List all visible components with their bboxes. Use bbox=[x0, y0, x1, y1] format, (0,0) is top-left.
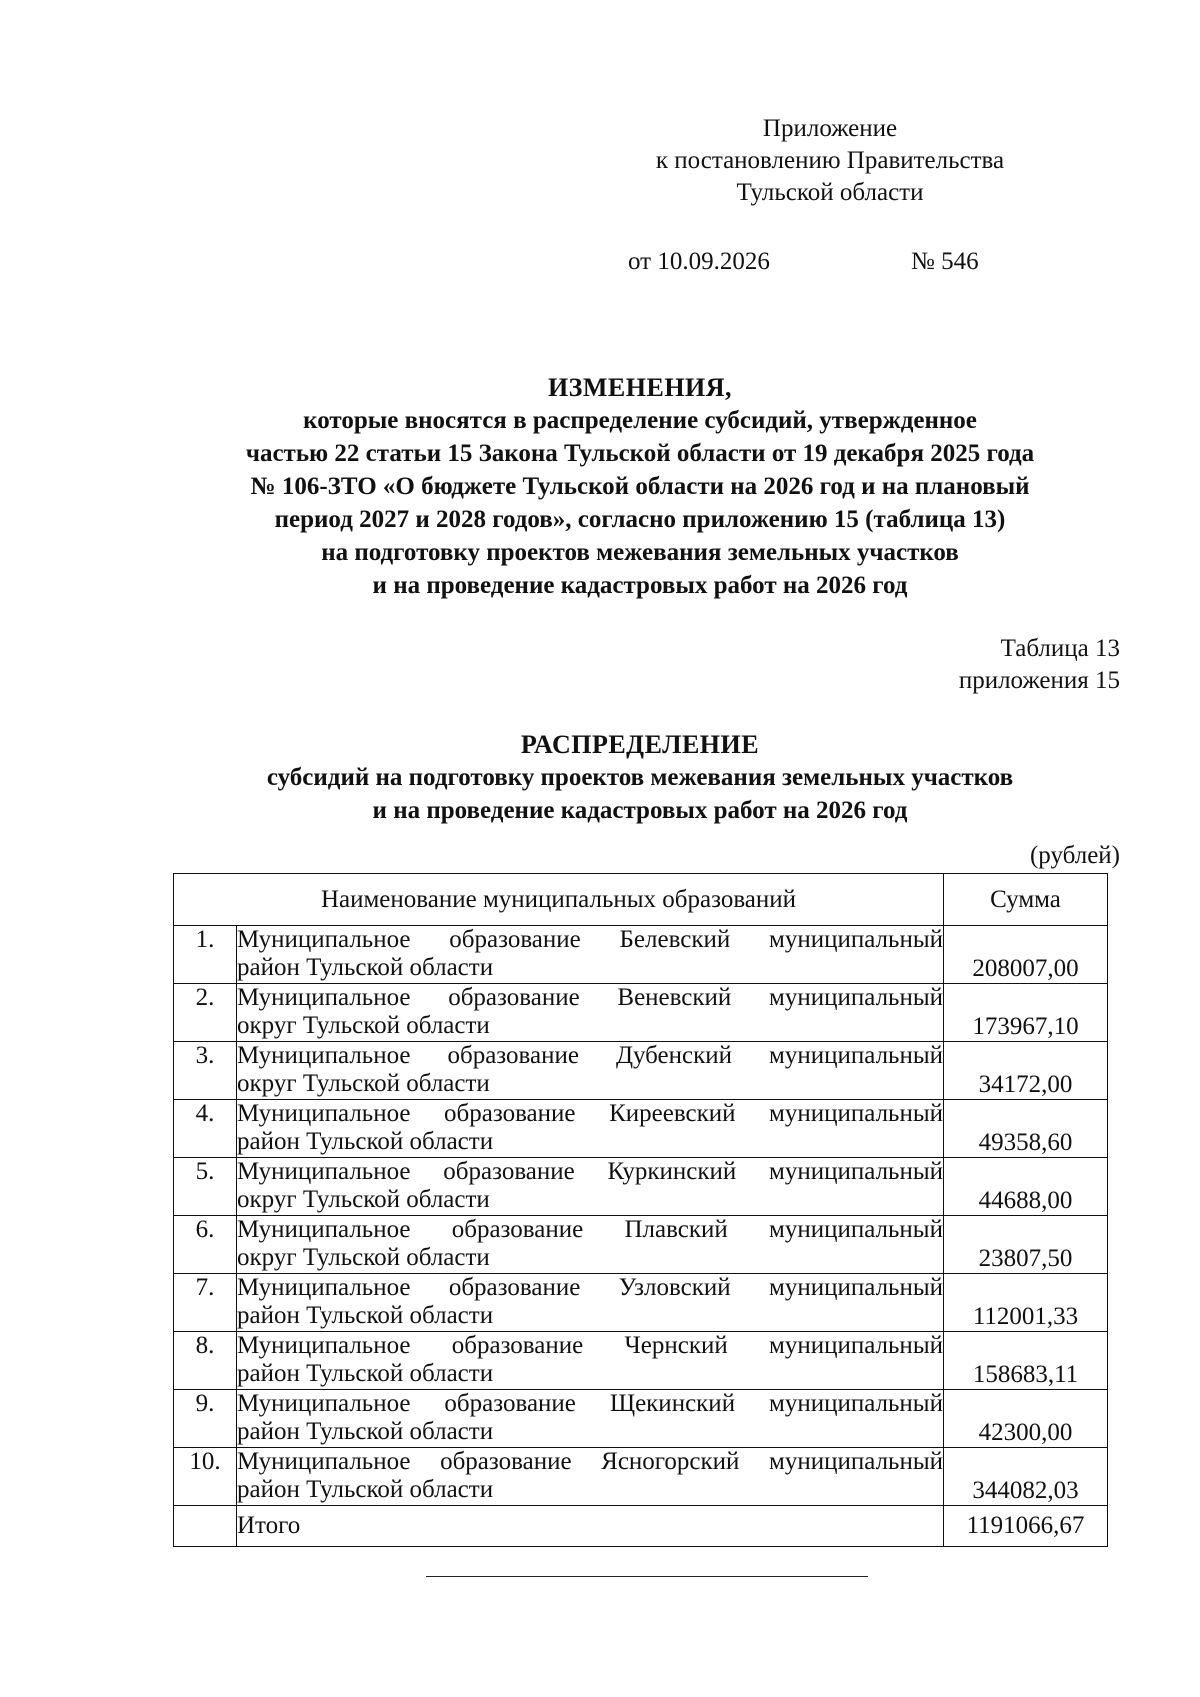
distribution-heading bbox=[160, 728, 1120, 827]
row-name bbox=[237, 1100, 944, 1158]
row-name-line: район Тульской области bbox=[237, 1418, 494, 1445]
row-name-line: район Тульской области bbox=[237, 1302, 494, 1329]
table-reference-line: приложения 15 bbox=[958, 667, 1120, 694]
changes-line: на подготовку проектов межевания земельных участков bbox=[321, 539, 959, 566]
distribution-line: и на проведение кадастровых работ на 2026 год bbox=[372, 797, 908, 824]
distribution-line: субсидий на подготовку проектов межевания земельных участков bbox=[266, 764, 1014, 791]
decree-number: № 546 bbox=[911, 248, 979, 275]
appendix-line: Тульской области bbox=[736, 179, 924, 206]
changes-line: которые вносятся в распределение субсидий, утвержденное bbox=[303, 407, 977, 434]
row-name-line: Муниципальное образование Плавский муниципальный bbox=[237, 1216, 943, 1243]
table-reference-line: Таблица 13 bbox=[1000, 635, 1120, 662]
table-row bbox=[174, 1448, 1108, 1506]
row-name bbox=[237, 926, 944, 984]
row-number: 1. bbox=[174, 926, 237, 984]
header-name: Наименование муниципальных образований bbox=[174, 874, 944, 926]
changes-line: период 2027 и 2028 годов», согласно приложению 15 (таблица 13) bbox=[274, 506, 1006, 533]
row-name-line: Муниципальное образование Дубенский муниципальный bbox=[237, 1042, 943, 1069]
row-name-line: Муниципальное образование Киреевский муниципальный bbox=[237, 1100, 943, 1127]
table-row bbox=[174, 926, 1108, 984]
row-name bbox=[237, 1274, 944, 1332]
table-row bbox=[174, 1216, 1108, 1274]
table-header-row bbox=[174, 874, 1108, 926]
row-number: 6. bbox=[174, 1216, 237, 1274]
row-sum: 158683,11 bbox=[944, 1332, 1108, 1390]
distribution-title: РАСПРЕДЕЛЕНИЕ bbox=[520, 730, 760, 759]
subsidy-table bbox=[173, 873, 1108, 1547]
changes-title: ИЗМЕНЕНИЯ, bbox=[547, 373, 733, 402]
total-sum: 1191066,67 bbox=[944, 1506, 1108, 1547]
appendix-header bbox=[600, 113, 1060, 209]
row-sum: 42300,00 bbox=[944, 1390, 1108, 1448]
table-row bbox=[174, 1332, 1108, 1390]
total-number-cell bbox=[174, 1506, 237, 1547]
row-sum: 34172,00 bbox=[944, 1042, 1108, 1100]
row-sum: 173967,10 bbox=[944, 984, 1108, 1042]
changes-line: № 106-ЗТО «О бюджете Тульской области на 2026 год и на плановый bbox=[250, 473, 1030, 500]
row-sum: 49358,60 bbox=[944, 1100, 1108, 1158]
row-name-line: Муниципальное образование Белевский муниципальный bbox=[237, 926, 943, 953]
changes-heading bbox=[160, 371, 1120, 602]
table-row bbox=[174, 1274, 1108, 1332]
table-row bbox=[174, 1158, 1108, 1216]
table-row bbox=[174, 984, 1108, 1042]
row-sum: 23807,50 bbox=[944, 1216, 1108, 1274]
row-name-line: район Тульской области bbox=[237, 1360, 494, 1387]
row-name-line: округ Тульской области bbox=[237, 1186, 490, 1213]
row-name bbox=[237, 1158, 944, 1216]
row-number: 3. bbox=[174, 1042, 237, 1100]
row-sum: 44688,00 bbox=[944, 1158, 1108, 1216]
row-number: 7. bbox=[174, 1274, 237, 1332]
row-name-line: Муниципальное образование Узловский муниципальный bbox=[237, 1274, 943, 1301]
row-number: 9. bbox=[174, 1390, 237, 1448]
row-name-line: Муниципальное образование Куркинский муниципальный bbox=[237, 1158, 943, 1185]
row-number: 5. bbox=[174, 1158, 237, 1216]
table-row bbox=[174, 1390, 1108, 1448]
row-name-line: район Тульской области bbox=[237, 1476, 494, 1503]
row-number: 2. bbox=[174, 984, 237, 1042]
row-name-line: Муниципальное образование Щекинский муниципальный bbox=[237, 1390, 943, 1417]
header-sum: Сумма bbox=[944, 874, 1108, 926]
row-name-line: Муниципальное образование Веневский муниципальный bbox=[237, 984, 943, 1011]
changes-line: и на проведение кадастровых работ на 2026 год bbox=[372, 572, 908, 599]
row-name-line: округ Тульской области bbox=[237, 1244, 490, 1271]
appendix-line: к постановлению Правительства bbox=[655, 147, 1005, 174]
row-name-line: округ Тульской области bbox=[237, 1012, 490, 1039]
row-name-line: район Тульской области bbox=[237, 954, 494, 981]
row-sum: 344082,03 bbox=[944, 1448, 1108, 1506]
row-name-line: район Тульской области bbox=[237, 1128, 494, 1155]
table-row bbox=[174, 1100, 1108, 1158]
appendix-line: Приложение bbox=[762, 115, 898, 142]
row-name bbox=[237, 1042, 944, 1100]
table-reference bbox=[860, 633, 1120, 697]
row-sum: 208007,00 bbox=[944, 926, 1108, 984]
total-label: Итого bbox=[237, 1506, 944, 1547]
row-sum: 112001,33 bbox=[944, 1274, 1108, 1332]
row-name bbox=[237, 1448, 944, 1506]
row-name-line: Муниципальное образование Ясногорский муниципальный bbox=[237, 1448, 943, 1475]
row-name bbox=[237, 1390, 944, 1448]
table-total-row bbox=[174, 1506, 1108, 1547]
closing-rule bbox=[426, 1576, 868, 1577]
decree-date: от 10.09.2026 bbox=[628, 248, 770, 275]
table-row bbox=[174, 1042, 1108, 1100]
row-number: 8. bbox=[174, 1332, 237, 1390]
row-name bbox=[237, 1332, 944, 1390]
row-number: 10. bbox=[174, 1448, 237, 1506]
row-name-line: округ Тульской области bbox=[237, 1070, 490, 1097]
row-name-line: Муниципальное образование Чернский муниципальный bbox=[237, 1332, 943, 1359]
changes-line: частью 22 статьи 15 Закона Тульской области от 19 декабря 2025 года bbox=[245, 440, 1035, 467]
row-number: 4. bbox=[174, 1100, 237, 1158]
row-name bbox=[237, 984, 944, 1042]
units-label: (рублей) bbox=[1029, 842, 1120, 869]
row-name bbox=[237, 1216, 944, 1274]
